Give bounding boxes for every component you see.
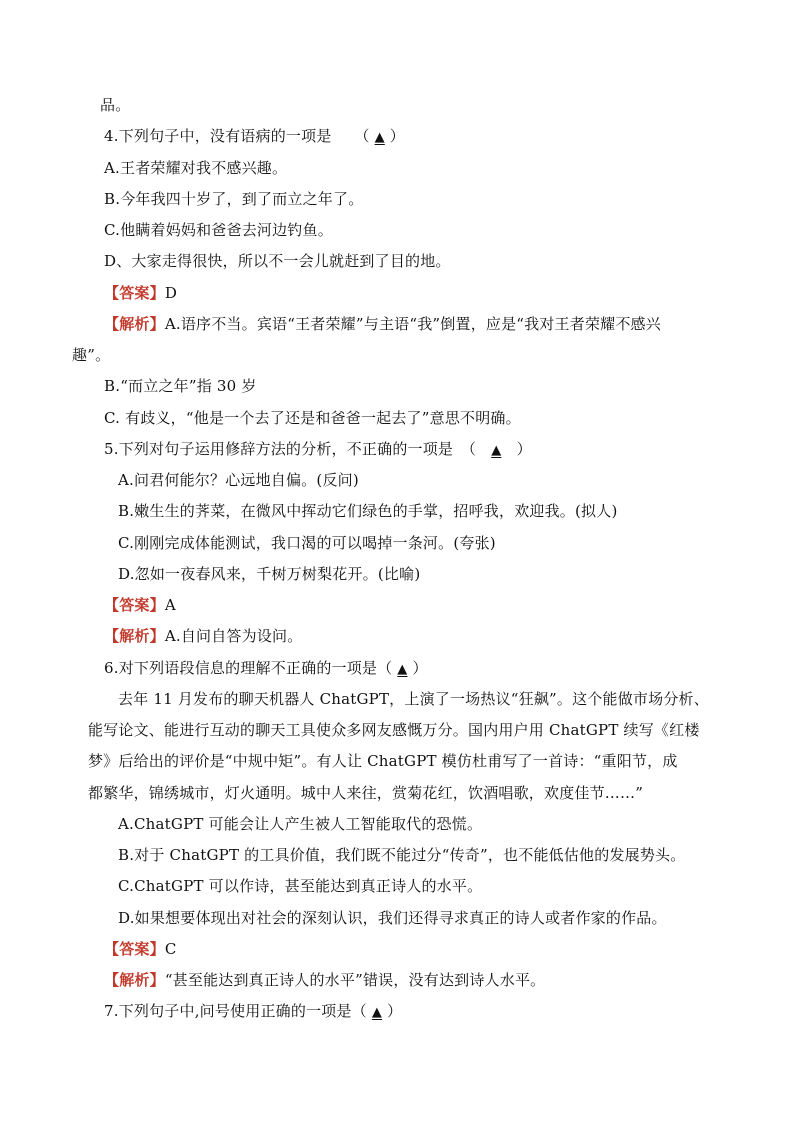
text-line: 品。: [100, 96, 131, 114]
blank-triangle: ▲: [374, 130, 385, 145]
analysis-line: 【解析】A.语序不当。宾语“王者荣耀”与主语“我”倒置，应是“我对王者荣耀不感兴: [104, 315, 661, 333]
analysis-line: 【解析】A.自问自答为设问。: [104, 627, 303, 645]
answer-tag: 【答案】: [104, 596, 165, 614]
option-line: B.嫩生生的荠菜，在微风中挥动它们绿色的手掌，招呼我，欢迎我。(拟人): [118, 502, 618, 520]
answer-line: 【答案】D: [104, 284, 178, 302]
answer-tag: 【答案】: [104, 940, 165, 958]
option-line: C.ChatGPT 可以作诗，甚至能达到真正诗人的水平。: [118, 877, 483, 895]
analysis-tag: 【解析】: [104, 971, 165, 989]
answer-line: 【答案】C: [104, 940, 177, 958]
option-line: A.问君何能尔？心远地自偏。(反问): [118, 471, 359, 489]
passage-line: 去年 11 月发布的聊天机器人 ChatGPT，上演了一场热议“狂飙”。这个能做市场分析、: [118, 690, 709, 708]
blank-triangle: ▲: [371, 1005, 383, 1020]
question-5: 5.下列对句子运用修辞方法的分析，不正确的一项是 （ ▲ ）: [104, 439, 532, 461]
answer-tag: 【答案】: [104, 284, 165, 302]
question-7: 7.下列句子中,问号使用正确的一项是（ ▲ ）: [104, 1001, 402, 1023]
question-4: 4.下列句子中，没有语病的一项是 （ ▲ ）: [104, 126, 405, 148]
blank-triangle: ▲: [491, 443, 502, 458]
option-line: A.王者荣耀对我不感兴趣。: [104, 159, 288, 177]
analysis-tag: 【解析】: [104, 315, 165, 333]
option-line: D、大家走得很快，所以不一会儿就赶到了目的地。: [104, 252, 451, 270]
passage-line: 梦》后给出的评价是“中规中矩”。有人让 ChatGPT 模仿杜甫写了一首诗：“重阳节，成: [88, 752, 678, 770]
analysis-line: 【解析】“甚至能达到真正诗人的水平”错误，没有达到诗人水平。: [104, 971, 546, 989]
passage-line: 都繁华，锦绣城市，灯火通明。城中人来往，赏菊花红，饮酒唱歌，欢度佳节……”: [88, 784, 644, 802]
answer-line: 【答案】A: [104, 596, 176, 614]
option-line: D.忽如一夜春风来，千树万树梨花开。(比喻): [118, 565, 421, 583]
text-line: 趣”。: [72, 346, 111, 364]
text-line: B.“而立之年”指 30 岁: [104, 377, 257, 395]
option-line: C.刚刚完成体能测试，我口渴的可以喝掉一条河。(夸张): [118, 534, 496, 552]
blank-triangle: ▲: [397, 662, 408, 677]
option-line: D.如果想要体现出对社会的深刻认识，我们还得寻求真正的诗人或者作家的作品。: [118, 909, 667, 927]
option-line: B.对于 ChatGPT 的工具价值，我们既不能过分“传奇”，也不能低估他的发展势头。: [118, 846, 686, 864]
text-line: C. 有歧义，“他是一个去了还是和爸爸一起去了”意思不明确。: [104, 409, 521, 427]
option-line: B.今年我四十岁了，到了而立之年了。: [104, 190, 364, 208]
analysis-tag: 【解析】: [104, 627, 165, 645]
question-6: 6.对下列语段信息的理解不正确的一项是（ ▲ ）: [104, 658, 428, 680]
option-line: A.ChatGPT 可能会让人产生被人工智能取代的恐慌。: [118, 815, 483, 833]
passage-line: 能写论文、能进行互动的聊天工具使众多网友感慨万分。国内用户用 ChatGPT 续写《红楼: [88, 721, 700, 739]
option-line: C.他瞒着妈妈和爸爸去河边钓鱼。: [104, 221, 333, 239]
